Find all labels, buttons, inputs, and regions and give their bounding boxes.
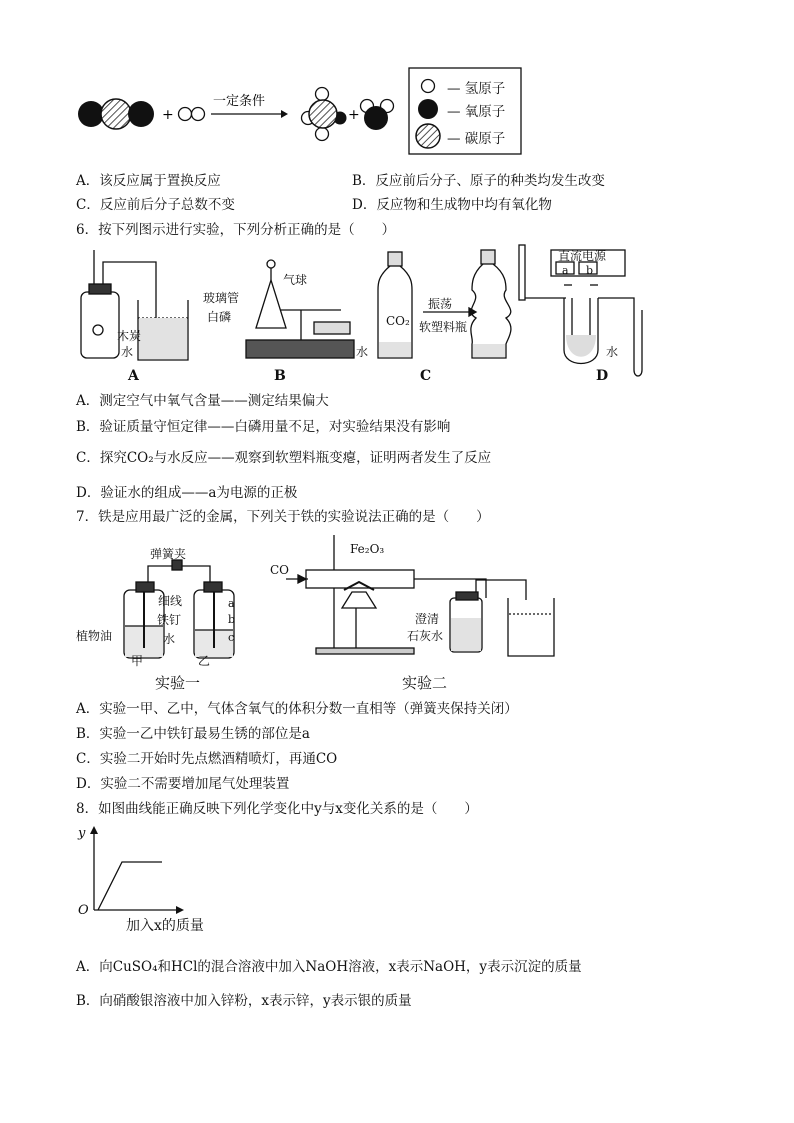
q7-label-yi: 乙 (198, 654, 211, 668)
q6-label-electrode-a: a (562, 264, 569, 277)
q7-label-oil: 植物油 (76, 629, 113, 643)
water-molecule (361, 100, 394, 131)
q7-label-nail: 铁钉 (157, 613, 182, 627)
q7-option-d: D．实验二不需要增加尾气处理装置 (76, 776, 290, 792)
q7-label-exp2: 实验二 (402, 674, 448, 692)
q7-option-c: C．实验二开始时先点燃酒精喷灯，再通CO (76, 751, 338, 767)
q6-label-shake: 振荡 (428, 297, 453, 311)
q5-option-c: C．反应前后分子总数不变 (76, 197, 235, 213)
q8-origin: O (78, 903, 89, 918)
q7-stem: 7．铁是应用最广泛的金属，下列关于铁的实验说法正确的是（ ） (76, 509, 490, 525)
q7-label-b: b (228, 613, 236, 626)
q6-label-c: C (420, 368, 432, 384)
q8-stem: 8．如图曲线能正确反映下列化学变化中y与x变化关系的是（ ） (76, 801, 478, 817)
product-molecule (302, 88, 347, 141)
q6-label-d: D (596, 368, 609, 384)
q6-option-d: D．验证水的组成——a为电源的正极 (76, 485, 298, 501)
q6-label-glass-tube: 玻璃管 (203, 291, 240, 305)
co2-molecule (78, 99, 154, 129)
q6-label-white-p: 白磷 (207, 310, 232, 324)
q5-option-a: A．该反应属于置换反应 (76, 173, 221, 189)
q5-option-b: B．反应前后分子、原子的种类均发生改变 (352, 173, 605, 189)
q7-option-b: B．实验一乙中铁钉最易生锈的部位是a (76, 726, 310, 742)
q6-label-co2: CO₂ (386, 314, 410, 328)
q6-option-a: A．测定空气中氧气含量——测定结果偏大 (76, 393, 329, 409)
q6-label-a: A (128, 368, 139, 384)
q7-label-thread: 细线 (158, 594, 183, 608)
q7-label-limewater-1: 澄清 (415, 612, 440, 626)
q6-option-c: C．探究CO₂与水反应——观察到软塑料瓶变瘪，证明两者发生了反应 (76, 450, 492, 466)
q8-option-a: A．向CuSO₄和HCl的混合溶液中加入NaOH溶液，x表示NaOH，y表示沉淀的质量 (76, 959, 582, 975)
q6-stem: 6．按下列图示进行实验，下列分析正确的是（ ） (76, 222, 396, 238)
experiment-1-apparatus (124, 560, 234, 658)
q8-option-b: B．向硝酸银溶液中加入锌粉，x表示锌，y表示银的质量 (76, 993, 412, 1009)
reaction-condition: 一定条件 (213, 94, 266, 109)
q7-label-a: a (228, 597, 235, 610)
q7-label-jia: 甲 (131, 654, 144, 668)
q6-label-water-a: 水 (121, 345, 134, 359)
q7-label-fe2o3: Fe₂O₃ (350, 542, 385, 556)
q8-curve (98, 862, 162, 910)
legend-carbon: — 碳原子 (447, 131, 506, 147)
q6-label-b: B (274, 368, 286, 384)
q7-option-a: A．实验一甲、乙中，气体含氧气的体积分数一直相等（弹簧夹保持关闭） (76, 701, 518, 717)
q5-option-d: D．反应物和生成物中均有氧化物 (352, 197, 552, 213)
arrow-icon (211, 110, 288, 118)
q8-graph (76, 824, 186, 916)
plus-sign-1: + (162, 107, 174, 123)
q7-label-co: CO (270, 563, 290, 577)
q7-label-exp1: 实验一 (155, 674, 201, 692)
q7-label-c: c (228, 631, 235, 644)
apparatus-d (519, 245, 642, 376)
q7-label-limewater-2: 石灰水 (407, 629, 444, 643)
q7-label-clamp: 弹簧夹 (150, 547, 187, 561)
h2-molecule (179, 108, 205, 121)
legend-hydrogen: — 氢原子 (447, 81, 506, 97)
q6-label-balloon: 气球 (283, 273, 308, 287)
q8-y-label: y (78, 826, 86, 841)
q6-label-water-c: 水 (356, 345, 369, 359)
q6-label-electrode-b: b (586, 264, 594, 277)
q6-label-bottle: 软塑料瓶 (419, 320, 468, 334)
q6-label-water-d: 水 (606, 345, 619, 359)
legend-oxygen: — 氧原子 (447, 104, 506, 120)
q6-option-b: B．验证质量守恒定律——白磷用量不足，对实验结果没有影响 (76, 419, 451, 435)
q7-label-water: 水 (163, 632, 176, 646)
q6-label-charcoal: 木炭 (117, 329, 142, 343)
q8-x-label: 加入x的质量 (126, 918, 204, 934)
plus-sign-2: + (348, 107, 360, 123)
q6-label-power: 直流电源 (558, 249, 607, 263)
